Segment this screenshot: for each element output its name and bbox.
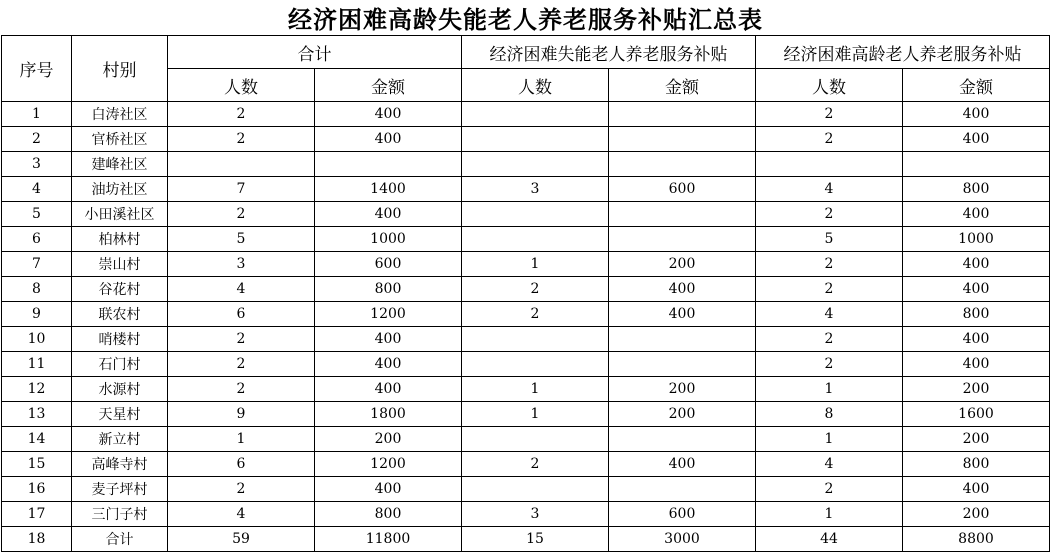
cell-village: 高峰寺村 bbox=[72, 452, 168, 477]
cell-disabled-amount: 200 bbox=[609, 377, 756, 402]
cell-disabled-count: 1 bbox=[462, 402, 609, 427]
cell-elderly-amount: 400 bbox=[903, 477, 1050, 502]
cell-total-count: 2 bbox=[168, 352, 315, 377]
table-row bbox=[2, 352, 1050, 377]
header-village: 村别 bbox=[72, 36, 168, 102]
cell-total-amount: 400 bbox=[315, 102, 462, 127]
header-elderly-amount: 金额 bbox=[903, 69, 1050, 102]
cell-total-count: 4 bbox=[168, 502, 315, 527]
header-elderly-subsidy: 经济困难高龄老人养老服务补贴 bbox=[756, 36, 1050, 69]
cell-total-count: 2 bbox=[168, 377, 315, 402]
cell-seq: 1 bbox=[2, 102, 72, 127]
cell-total-count: 3 bbox=[168, 252, 315, 277]
cell-total-amount: 400 bbox=[315, 127, 462, 152]
table-row bbox=[2, 252, 1050, 277]
cell-elderly-count: 1 bbox=[756, 427, 903, 452]
cell-disabled-count bbox=[462, 127, 609, 152]
cell-disabled-count bbox=[462, 327, 609, 352]
cell-disabled-amount bbox=[609, 427, 756, 452]
cell-total-count: 7 bbox=[168, 177, 315, 202]
table-row bbox=[2, 127, 1050, 152]
table-row bbox=[2, 527, 1050, 552]
cell-seq: 5 bbox=[2, 202, 72, 227]
header-elderly-count: 人数 bbox=[756, 69, 903, 102]
cell-seq: 2 bbox=[2, 127, 72, 152]
cell-total-amount: 200 bbox=[315, 427, 462, 452]
cell-disabled-amount bbox=[609, 127, 756, 152]
cell-elderly-count: 2 bbox=[756, 127, 903, 152]
cell-seq: 8 bbox=[2, 277, 72, 302]
cell-elderly-count: 5 bbox=[756, 227, 903, 252]
table-row bbox=[2, 302, 1050, 327]
cell-total-count bbox=[168, 152, 315, 177]
cell-disabled-amount: 400 bbox=[609, 452, 756, 477]
table-body bbox=[2, 102, 1050, 552]
cell-total-count: 1 bbox=[168, 427, 315, 452]
cell-disabled-count: 3 bbox=[462, 502, 609, 527]
cell-seq: 14 bbox=[2, 427, 72, 452]
cell-elderly-count: 2 bbox=[756, 252, 903, 277]
cell-disabled-count: 3 bbox=[462, 177, 609, 202]
cell-village: 建峰社区 bbox=[72, 152, 168, 177]
table-row bbox=[2, 202, 1050, 227]
cell-total-amount: 400 bbox=[315, 327, 462, 352]
cell-seq: 9 bbox=[2, 302, 72, 327]
cell-disabled-count bbox=[462, 352, 609, 377]
cell-seq: 16 bbox=[2, 477, 72, 502]
cell-elderly-amount bbox=[903, 152, 1050, 177]
cell-elderly-amount: 200 bbox=[903, 377, 1050, 402]
cell-elderly-count: 4 bbox=[756, 177, 903, 202]
cell-total-count: 6 bbox=[168, 452, 315, 477]
cell-village: 天星村 bbox=[72, 402, 168, 427]
cell-total-amount: 1000 bbox=[315, 227, 462, 252]
cell-disabled-count: 2 bbox=[462, 277, 609, 302]
cell-elderly-amount: 400 bbox=[903, 202, 1050, 227]
header-seq: 序号 bbox=[2, 36, 72, 102]
cell-village: 崇山村 bbox=[72, 252, 168, 277]
cell-seq: 18 bbox=[2, 527, 72, 552]
cell-total-count: 5 bbox=[168, 227, 315, 252]
cell-seq: 4 bbox=[2, 177, 72, 202]
cell-village: 柏林村 bbox=[72, 227, 168, 252]
cell-seq: 3 bbox=[2, 152, 72, 177]
table-row bbox=[2, 477, 1050, 502]
cell-total-amount: 800 bbox=[315, 277, 462, 302]
cell-total-count: 4 bbox=[168, 277, 315, 302]
cell-disabled-amount: 200 bbox=[609, 252, 756, 277]
cell-village: 油坊社区 bbox=[72, 177, 168, 202]
cell-elderly-count: 1 bbox=[756, 502, 903, 527]
table-row bbox=[2, 152, 1050, 177]
table-row bbox=[2, 427, 1050, 452]
cell-elderly-amount: 400 bbox=[903, 102, 1050, 127]
cell-disabled-amount: 200 bbox=[609, 402, 756, 427]
cell-village: 三门子村 bbox=[72, 502, 168, 527]
cell-elderly-amount: 200 bbox=[903, 502, 1050, 527]
header-total: 合计 bbox=[168, 36, 462, 69]
cell-elderly-count: 8 bbox=[756, 402, 903, 427]
cell-village: 哨楼村 bbox=[72, 327, 168, 352]
cell-total-amount: 400 bbox=[315, 377, 462, 402]
cell-elderly-count: 1 bbox=[756, 377, 903, 402]
cell-village: 小田溪社区 bbox=[72, 202, 168, 227]
cell-disabled-count bbox=[462, 152, 609, 177]
cell-seq: 11 bbox=[2, 352, 72, 377]
cell-elderly-amount: 400 bbox=[903, 327, 1050, 352]
cell-elderly-count bbox=[756, 152, 903, 177]
cell-disabled-count bbox=[462, 477, 609, 502]
table-row bbox=[2, 377, 1050, 402]
sheet-title: 经济困难高龄失能老人养老服务补贴汇总表 bbox=[288, 5, 763, 34]
cell-total-amount: 1400 bbox=[315, 177, 462, 202]
cell-seq: 10 bbox=[2, 327, 72, 352]
table-row bbox=[2, 227, 1050, 252]
cell-disabled-amount bbox=[609, 352, 756, 377]
cell-total-amount: 11800 bbox=[315, 527, 462, 552]
cell-village: 石门村 bbox=[72, 352, 168, 377]
cell-disabled-count: 15 bbox=[462, 527, 609, 552]
cell-total-amount: 800 bbox=[315, 502, 462, 527]
cell-disabled-amount bbox=[609, 102, 756, 127]
cell-disabled-amount: 400 bbox=[609, 277, 756, 302]
cell-village: 谷花村 bbox=[72, 277, 168, 302]
cell-elderly-amount: 800 bbox=[903, 302, 1050, 327]
cell-elderly-amount: 400 bbox=[903, 277, 1050, 302]
cell-disabled-count: 2 bbox=[462, 452, 609, 477]
cell-village: 麦子坪村 bbox=[72, 477, 168, 502]
cell-total-amount: 400 bbox=[315, 477, 462, 502]
cell-seq: 7 bbox=[2, 252, 72, 277]
cell-village: 白涛社区 bbox=[72, 102, 168, 127]
cell-disabled-count: 1 bbox=[462, 377, 609, 402]
cell-elderly-amount: 200 bbox=[903, 427, 1050, 452]
cell-total-amount bbox=[315, 152, 462, 177]
cell-total-amount: 400 bbox=[315, 352, 462, 377]
cell-disabled-amount: 400 bbox=[609, 302, 756, 327]
table-row bbox=[2, 327, 1050, 352]
cell-total-count: 6 bbox=[168, 302, 315, 327]
cell-disabled-count bbox=[462, 427, 609, 452]
table-row bbox=[2, 402, 1050, 427]
cell-disabled-amount: 600 bbox=[609, 177, 756, 202]
header-total-count: 人数 bbox=[168, 69, 315, 102]
cell-total-amount: 1200 bbox=[315, 302, 462, 327]
cell-elderly-count: 2 bbox=[756, 277, 903, 302]
cell-disabled-count bbox=[462, 227, 609, 252]
header-disabled-subsidy: 经济困难失能老人养老服务补贴 bbox=[462, 36, 756, 69]
cell-elderly-count: 4 bbox=[756, 452, 903, 477]
cell-elderly-amount: 400 bbox=[903, 252, 1050, 277]
cell-seq: 13 bbox=[2, 402, 72, 427]
cell-village: 联农村 bbox=[72, 302, 168, 327]
cell-elderly-count: 44 bbox=[756, 527, 903, 552]
cell-disabled-amount bbox=[609, 327, 756, 352]
cell-seq: 6 bbox=[2, 227, 72, 252]
header-total-amount: 金额 bbox=[315, 69, 462, 102]
cell-total-count: 9 bbox=[168, 402, 315, 427]
cell-elderly-count: 2 bbox=[756, 327, 903, 352]
table-row bbox=[2, 502, 1050, 527]
cell-disabled-count bbox=[462, 102, 609, 127]
cell-total-count: 2 bbox=[168, 102, 315, 127]
cell-elderly-count: 4 bbox=[756, 302, 903, 327]
cell-disabled-amount bbox=[609, 477, 756, 502]
table-row bbox=[2, 277, 1050, 302]
cell-disabled-count bbox=[462, 202, 609, 227]
cell-total-count: 2 bbox=[168, 202, 315, 227]
cell-total-count: 59 bbox=[168, 527, 315, 552]
cell-elderly-amount: 1600 bbox=[903, 402, 1050, 427]
cell-village: 新立村 bbox=[72, 427, 168, 452]
cell-elderly-amount: 800 bbox=[903, 177, 1050, 202]
cell-disabled-amount bbox=[609, 202, 756, 227]
cell-total-amount: 600 bbox=[315, 252, 462, 277]
cell-seq: 12 bbox=[2, 377, 72, 402]
cell-total-amount: 1800 bbox=[315, 402, 462, 427]
cell-total-amount: 1200 bbox=[315, 452, 462, 477]
cell-village: 合计 bbox=[72, 527, 168, 552]
cell-disabled-count: 1 bbox=[462, 252, 609, 277]
header-disabled-count: 人数 bbox=[462, 69, 609, 102]
table-row bbox=[2, 177, 1050, 202]
cell-total-count: 2 bbox=[168, 477, 315, 502]
cell-elderly-amount: 800 bbox=[903, 452, 1050, 477]
cell-total-amount: 400 bbox=[315, 202, 462, 227]
cell-elderly-amount: 400 bbox=[903, 352, 1050, 377]
cell-elderly-count: 2 bbox=[756, 102, 903, 127]
cell-elderly-amount: 400 bbox=[903, 127, 1050, 152]
cell-seq: 15 bbox=[2, 452, 72, 477]
cell-total-count: 2 bbox=[168, 127, 315, 152]
cell-elderly-amount: 8800 bbox=[903, 527, 1050, 552]
header-disabled-amount: 金额 bbox=[609, 69, 756, 102]
cell-elderly-count: 2 bbox=[756, 352, 903, 377]
cell-disabled-amount bbox=[609, 152, 756, 177]
cell-total-count: 2 bbox=[168, 327, 315, 352]
cell-disabled-count: 2 bbox=[462, 302, 609, 327]
cell-village: 水源村 bbox=[72, 377, 168, 402]
cell-village: 官桥社区 bbox=[72, 127, 168, 152]
cell-disabled-amount bbox=[609, 227, 756, 252]
table-row bbox=[2, 452, 1050, 477]
cell-disabled-amount: 3000 bbox=[609, 527, 756, 552]
cell-elderly-count: 2 bbox=[756, 202, 903, 227]
table-row bbox=[2, 102, 1050, 127]
header-row-1 bbox=[2, 36, 1050, 69]
cell-seq: 17 bbox=[2, 502, 72, 527]
cell-elderly-amount: 1000 bbox=[903, 227, 1050, 252]
summary-table bbox=[1, 35, 1050, 552]
cell-disabled-amount: 600 bbox=[609, 502, 756, 527]
cell-elderly-count: 2 bbox=[756, 477, 903, 502]
